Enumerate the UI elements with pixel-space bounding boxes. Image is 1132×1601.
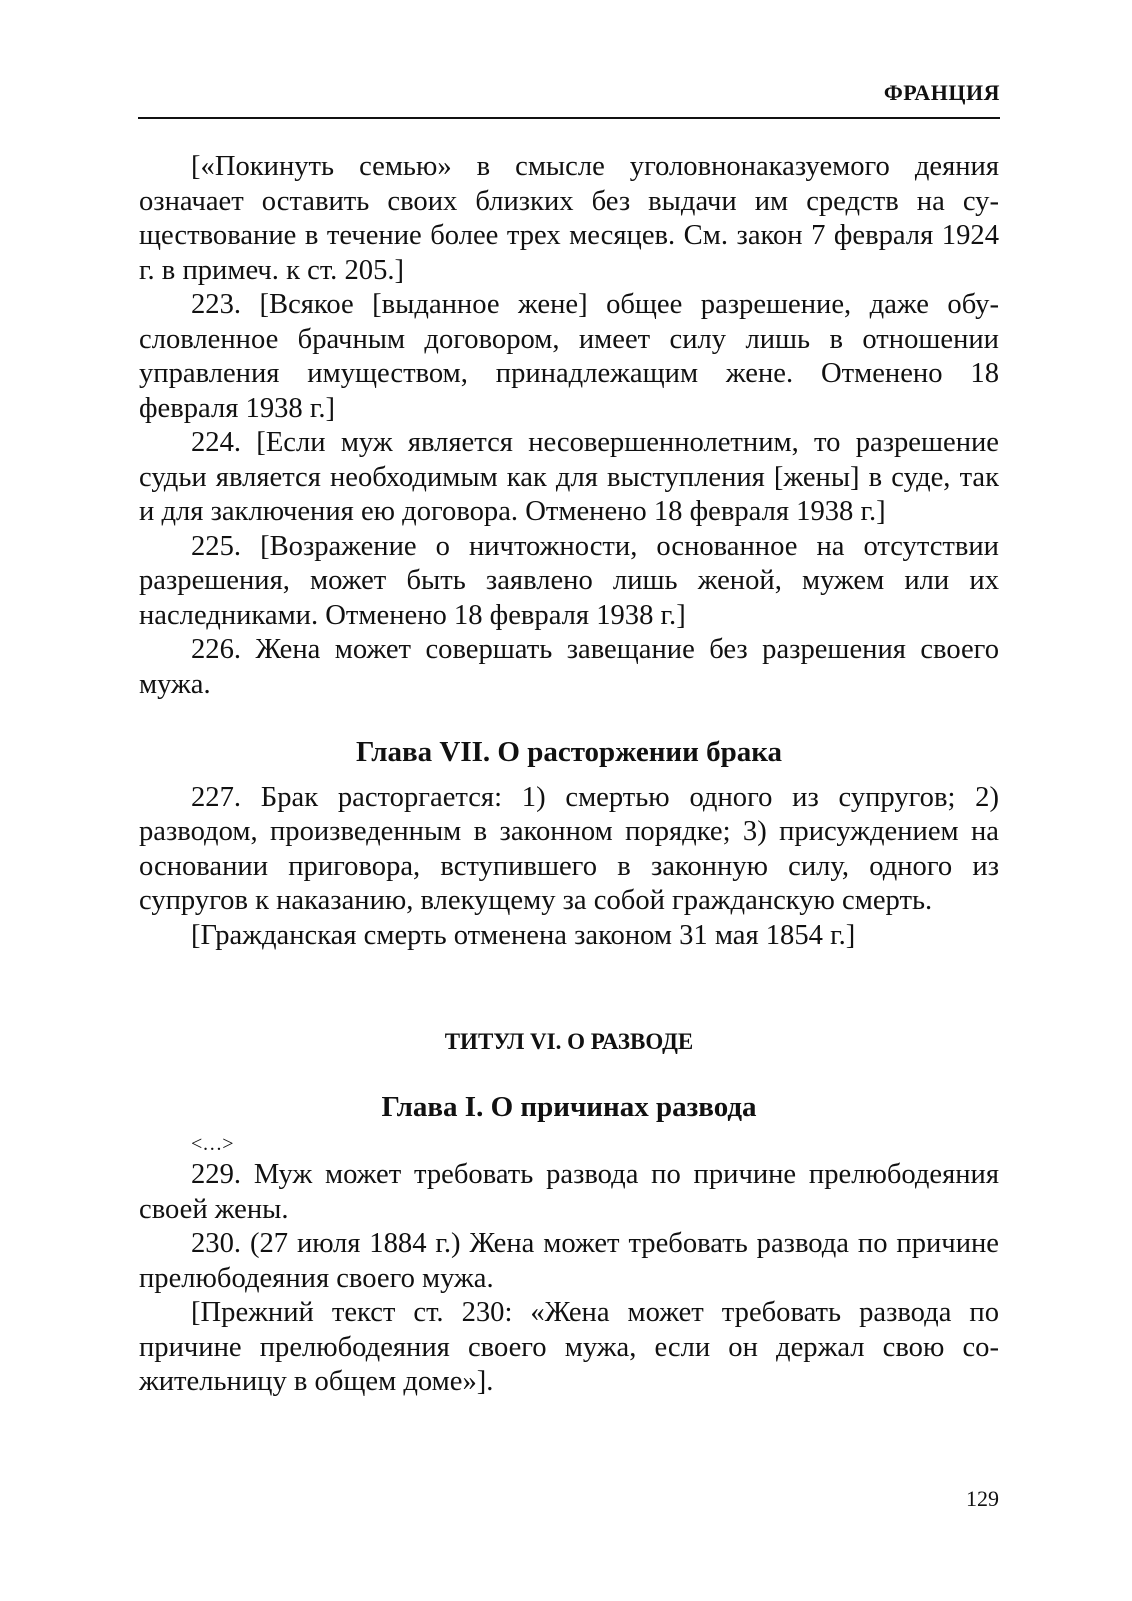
paragraph-art-230-former-text: [Прежний текст ст. 230: «Жена может требовать развода по причине прелюбодеяния своего мужа, если он держал свою сожительницу в общем доме»].	[139, 1297, 999, 1397]
page-body	[139, 150, 999, 1400]
chapter-7-heading: Глава VII. О расторжении брака	[356, 736, 782, 768]
chapter-1-heading: Глава I. О причинах развода	[381, 1090, 757, 1123]
running-head: ФРАНЦИЯ	[883, 80, 1000, 105]
omission-mark: <…>	[191, 1133, 234, 1155]
paragraph-art-229: 229. Муж может требовать развода по причине прелюбодеяния своей жены.	[139, 1159, 999, 1225]
paragraph-civil-death-note: [Гражданская смерть отменена законом 31 мая 1854 г.]	[191, 919, 856, 951]
paragraph-art-230: 230. (27 июля 1884 г.) Жена может требовать развода по причине прелюбодеяния своего мужа.	[139, 1228, 999, 1294]
paragraph-art-224: 224. [Если муж является несовершеннолетним, то разрешение судьи является необходимым как для выступления [жены] в суде, так и для заключения ею договора. Отменено 18 февраля 1938 г.]	[139, 427, 999, 527]
title-6-heading: ТИТУЛ VI. О РАЗВОДЕ	[444, 1029, 694, 1054]
page-number: 129	[966, 1486, 999, 1511]
paragraph-art-225: 225. [Возражение о ничтожности, основанное на отсутствии разрешения, может быть заявлено лишь женой, мужем или их наследниками. Отменено 18 февраля 1938 г.]	[139, 530, 999, 631]
paragraph-art-222-note: [«Покинуть семью» в смысле уголовнонаказуемого деяния означает оставить своих близких без выдачи им средств на существование в течение более трех месяцев. См. закон 7 февраля 1924 г. в примеч. к ст. 205.]	[139, 151, 999, 286]
paragraph-art-226: 226. Жена может совершать завещание без разрешения своего мужа.	[139, 634, 999, 700]
paragraph-art-223: 223. [Всякое [выданное жене] общее разрешение, даже обусловленное брачным договором, имеет силу лишь в отношении управления имуществом, принадлежащим жене. Отменено 18 февраля 1938 г.]	[139, 289, 999, 424]
header-rule	[138, 117, 1000, 119]
paragraph-art-227: 227. Брак расторгается: 1) смертью одного из супругов; 2) разводом, произведенным в законном порядке; 3) присуждением на основании приговора, вступившего в законную силу, одного из супругов к наказанию, влекущему за собой гражданскую смерть.	[139, 781, 999, 916]
